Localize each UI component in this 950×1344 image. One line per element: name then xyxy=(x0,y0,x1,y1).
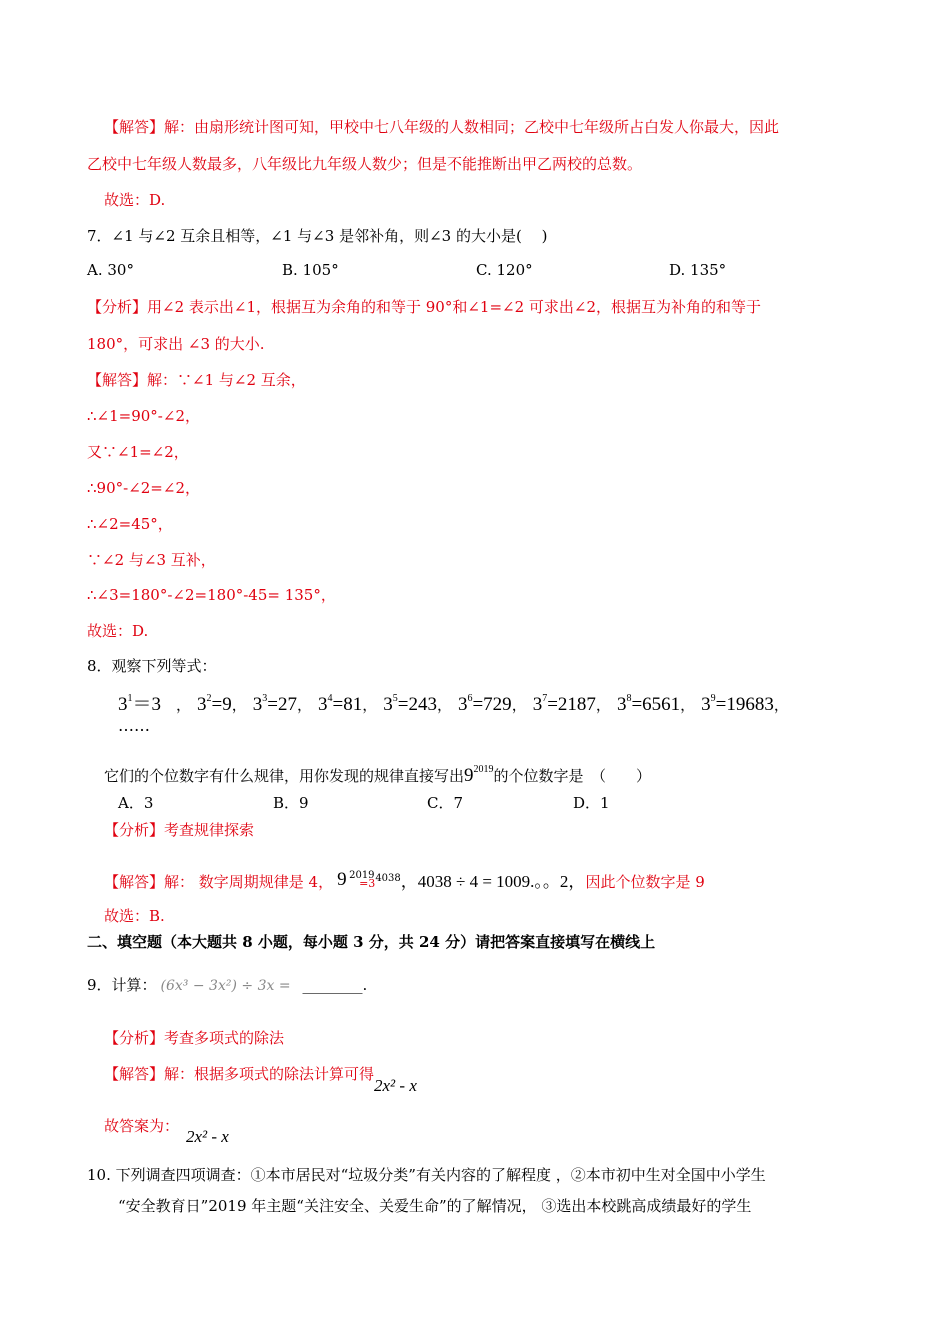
q8-equation-sep: ， xyxy=(161,698,192,714)
q10-line1: 10. 下列调查四项调查：①本市居民对“垃圾分类”有关内容的了解程度 ，②本市初中生对全国中小学生 xyxy=(87,1166,766,1184)
q8-equation-sep: ， xyxy=(296,698,312,714)
q8-option-a: A．3 xyxy=(118,794,154,812)
q8-equation-rhs: =2187 xyxy=(547,694,596,715)
q8-equation-rhs: =19683 xyxy=(715,694,774,715)
q8-question-pre: 它们的个位数字有什么规律，用你发现的规律直接写出 xyxy=(104,767,465,785)
q7-option-a: A. 30° xyxy=(87,261,134,279)
q8-option-d: D．1 xyxy=(573,794,610,812)
q8-equation-rhs: =6561 xyxy=(631,694,681,715)
q7-analysis-line2: 180°，可求出 ∠3 的大小. xyxy=(87,335,265,353)
q8-equation-base: 3 xyxy=(457,694,468,715)
q8-equation-sep: ， xyxy=(436,698,452,714)
q8-equation xyxy=(533,694,611,715)
q8-equation-base: 3 xyxy=(318,694,328,715)
q7-step: ∵∠2 与∠3 互补， xyxy=(87,551,216,569)
q8-answer-exp1: 2019 xyxy=(349,870,375,881)
q8-question-post: 的个位数字是 （ ） xyxy=(493,767,652,785)
q8-equation-base: 3 xyxy=(532,694,543,715)
q8-equation xyxy=(617,694,695,715)
q8-question xyxy=(104,760,651,786)
q8-equation-exp: 3 xyxy=(262,693,268,704)
q7-option-c: C. 120° xyxy=(476,261,533,279)
q8-equation-exp: 2 xyxy=(206,693,212,704)
q7-step: ∴∠1=90°-∠2， xyxy=(87,407,200,425)
q8-equation-exp: 8 xyxy=(626,693,632,704)
q9-answer xyxy=(104,1064,417,1095)
q8-equation-base: 3 xyxy=(252,694,263,715)
q8-equation-rhs: =9 xyxy=(211,694,232,715)
q8-equation-rhs: =729 xyxy=(472,694,512,715)
q8-question-power xyxy=(464,765,494,786)
q8-answer-post: 因此个位数字是 9 xyxy=(585,873,705,891)
q7-step: 又∵∠1=∠2， xyxy=(87,443,189,461)
q8-option-c: C．7 xyxy=(427,794,464,812)
q8-equation-rhs: =243 xyxy=(397,694,437,715)
q8-equation xyxy=(253,694,312,715)
q8-equation xyxy=(383,694,452,715)
q8-question-base: 9 xyxy=(464,765,474,786)
q8-answer-exp2: 4038 xyxy=(375,873,401,884)
q7-choice: 故选：D. xyxy=(87,622,149,640)
q8-equation-base: 3 xyxy=(118,694,128,715)
q8-equation-exp: 1 xyxy=(127,693,133,704)
q9-analysis: 【分析】考查多项式的除法 xyxy=(104,1029,285,1047)
q8-equation-base: 3 xyxy=(616,694,627,715)
q9-final-result: 2x² - x xyxy=(186,1127,229,1146)
q8-equation-base: 3 xyxy=(701,694,711,715)
q8-equation xyxy=(701,694,789,715)
q8-analysis: 【分析】考查规律探索 xyxy=(104,821,255,839)
q8-equation-rhs: =81 xyxy=(332,694,363,715)
q8-stem: 8．观察下列等式： xyxy=(87,657,217,675)
q8-ellipsis: …… xyxy=(118,716,150,735)
q9-result: 2x² - x xyxy=(374,1076,417,1095)
q8-equation xyxy=(118,694,191,715)
q8-option-b: B．9 xyxy=(273,794,309,812)
q8-equation-sep: ， xyxy=(773,698,789,714)
q8-equation-sep: ， xyxy=(362,698,378,714)
q8-equation-sep: ， xyxy=(595,698,611,714)
q8-equation-exp: 5 xyxy=(392,693,398,704)
q8-equation-sep: ， xyxy=(231,698,247,714)
q9-answer-text: 【解答】解：根据多项式的除法计算可得 xyxy=(104,1065,375,1083)
q8-equation-exp: 6 xyxy=(467,693,473,704)
q8-equation-base: 3 xyxy=(197,694,207,715)
q7-step: ∴∠3=180°-∠2=180°-45= 135°， xyxy=(87,586,336,604)
q7-option-b: B. 105° xyxy=(282,261,339,279)
q8-equation-exp: 7 xyxy=(542,693,548,704)
q8-equation-sep: ， xyxy=(680,698,696,714)
section2-heading: 二、填空题（本大题共 8 小题，每小题 3 分，共 24 分）请把答案直接填写在横线上 xyxy=(87,933,656,951)
q8-equation-base: 3 xyxy=(383,694,393,715)
q8-answer-eq: =3 xyxy=(359,877,376,890)
q9-expression: (6x³ − 3x²) ÷ 3x = xyxy=(160,978,291,994)
q8-answer xyxy=(104,856,705,907)
q8-answer-pre: 【解答】解： 数字周期规律是 4， xyxy=(104,873,334,891)
q8-equation-rhs: =27 xyxy=(267,694,297,715)
q10-line2: “安全教育日”2019 年主题“关注安全、关爱生命”的了解情况， ③选出本校跳高成绩最好的学生 xyxy=(118,1197,752,1215)
q8-equation xyxy=(318,694,377,715)
q8-equation-exp: 9 xyxy=(710,693,716,704)
q7-option-d: D. 135° xyxy=(669,261,727,279)
q6-choice: 故选：D. xyxy=(104,191,166,209)
q8-equations xyxy=(118,686,795,719)
q7-step: ∴90°-∠2=∠2， xyxy=(87,479,200,497)
q7-stem: 7．∠1 与∠2 互余且相等，∠1 与∠3 是邻补角，则∠3 的大小是( ) xyxy=(87,227,548,245)
q8-equation-exp: 4 xyxy=(327,693,333,704)
q8-equation xyxy=(197,694,247,715)
q8-equation-sep: ， xyxy=(511,698,527,714)
q7-analysis-line1: 【分析】用∠2 表示出∠1，根据互为余角的和等于 90°和∠1=∠2 可求出∠2，根据互为补角的和等于 xyxy=(87,298,762,316)
q9-blank: ________. xyxy=(302,976,368,994)
q9-final-label: 故答案为： xyxy=(104,1117,180,1135)
q7-step: 【解答】解：∵∠1 与∠2 互余， xyxy=(87,371,306,389)
q8-question-exp: 2019 xyxy=(473,764,494,775)
q6-answer-line2: 乙校中七年级人数最多，八年级比九年级人数少；但是不能推断出甲乙两校的总数。 xyxy=(87,155,643,173)
q8-equation xyxy=(458,694,527,715)
q8-answer-calc: ，4038 ÷ 4 = 1009.。。2， xyxy=(400,872,586,891)
q8-answer-base1: 9 xyxy=(337,869,347,890)
q8-choice: 故选：B. xyxy=(104,907,165,925)
q9-stem-pre: 9．计算： xyxy=(87,976,157,994)
q9-stem xyxy=(87,975,367,996)
q7-step: ∴∠2=45°， xyxy=(87,515,173,533)
q8-equation-rhs: ＝3 xyxy=(132,694,162,715)
q6-answer-line1: 【解答】解：由扇形统计图可知，甲校中七八年级的人数相同；乙校中七年级所占白发人你最大，因此 xyxy=(104,118,780,136)
